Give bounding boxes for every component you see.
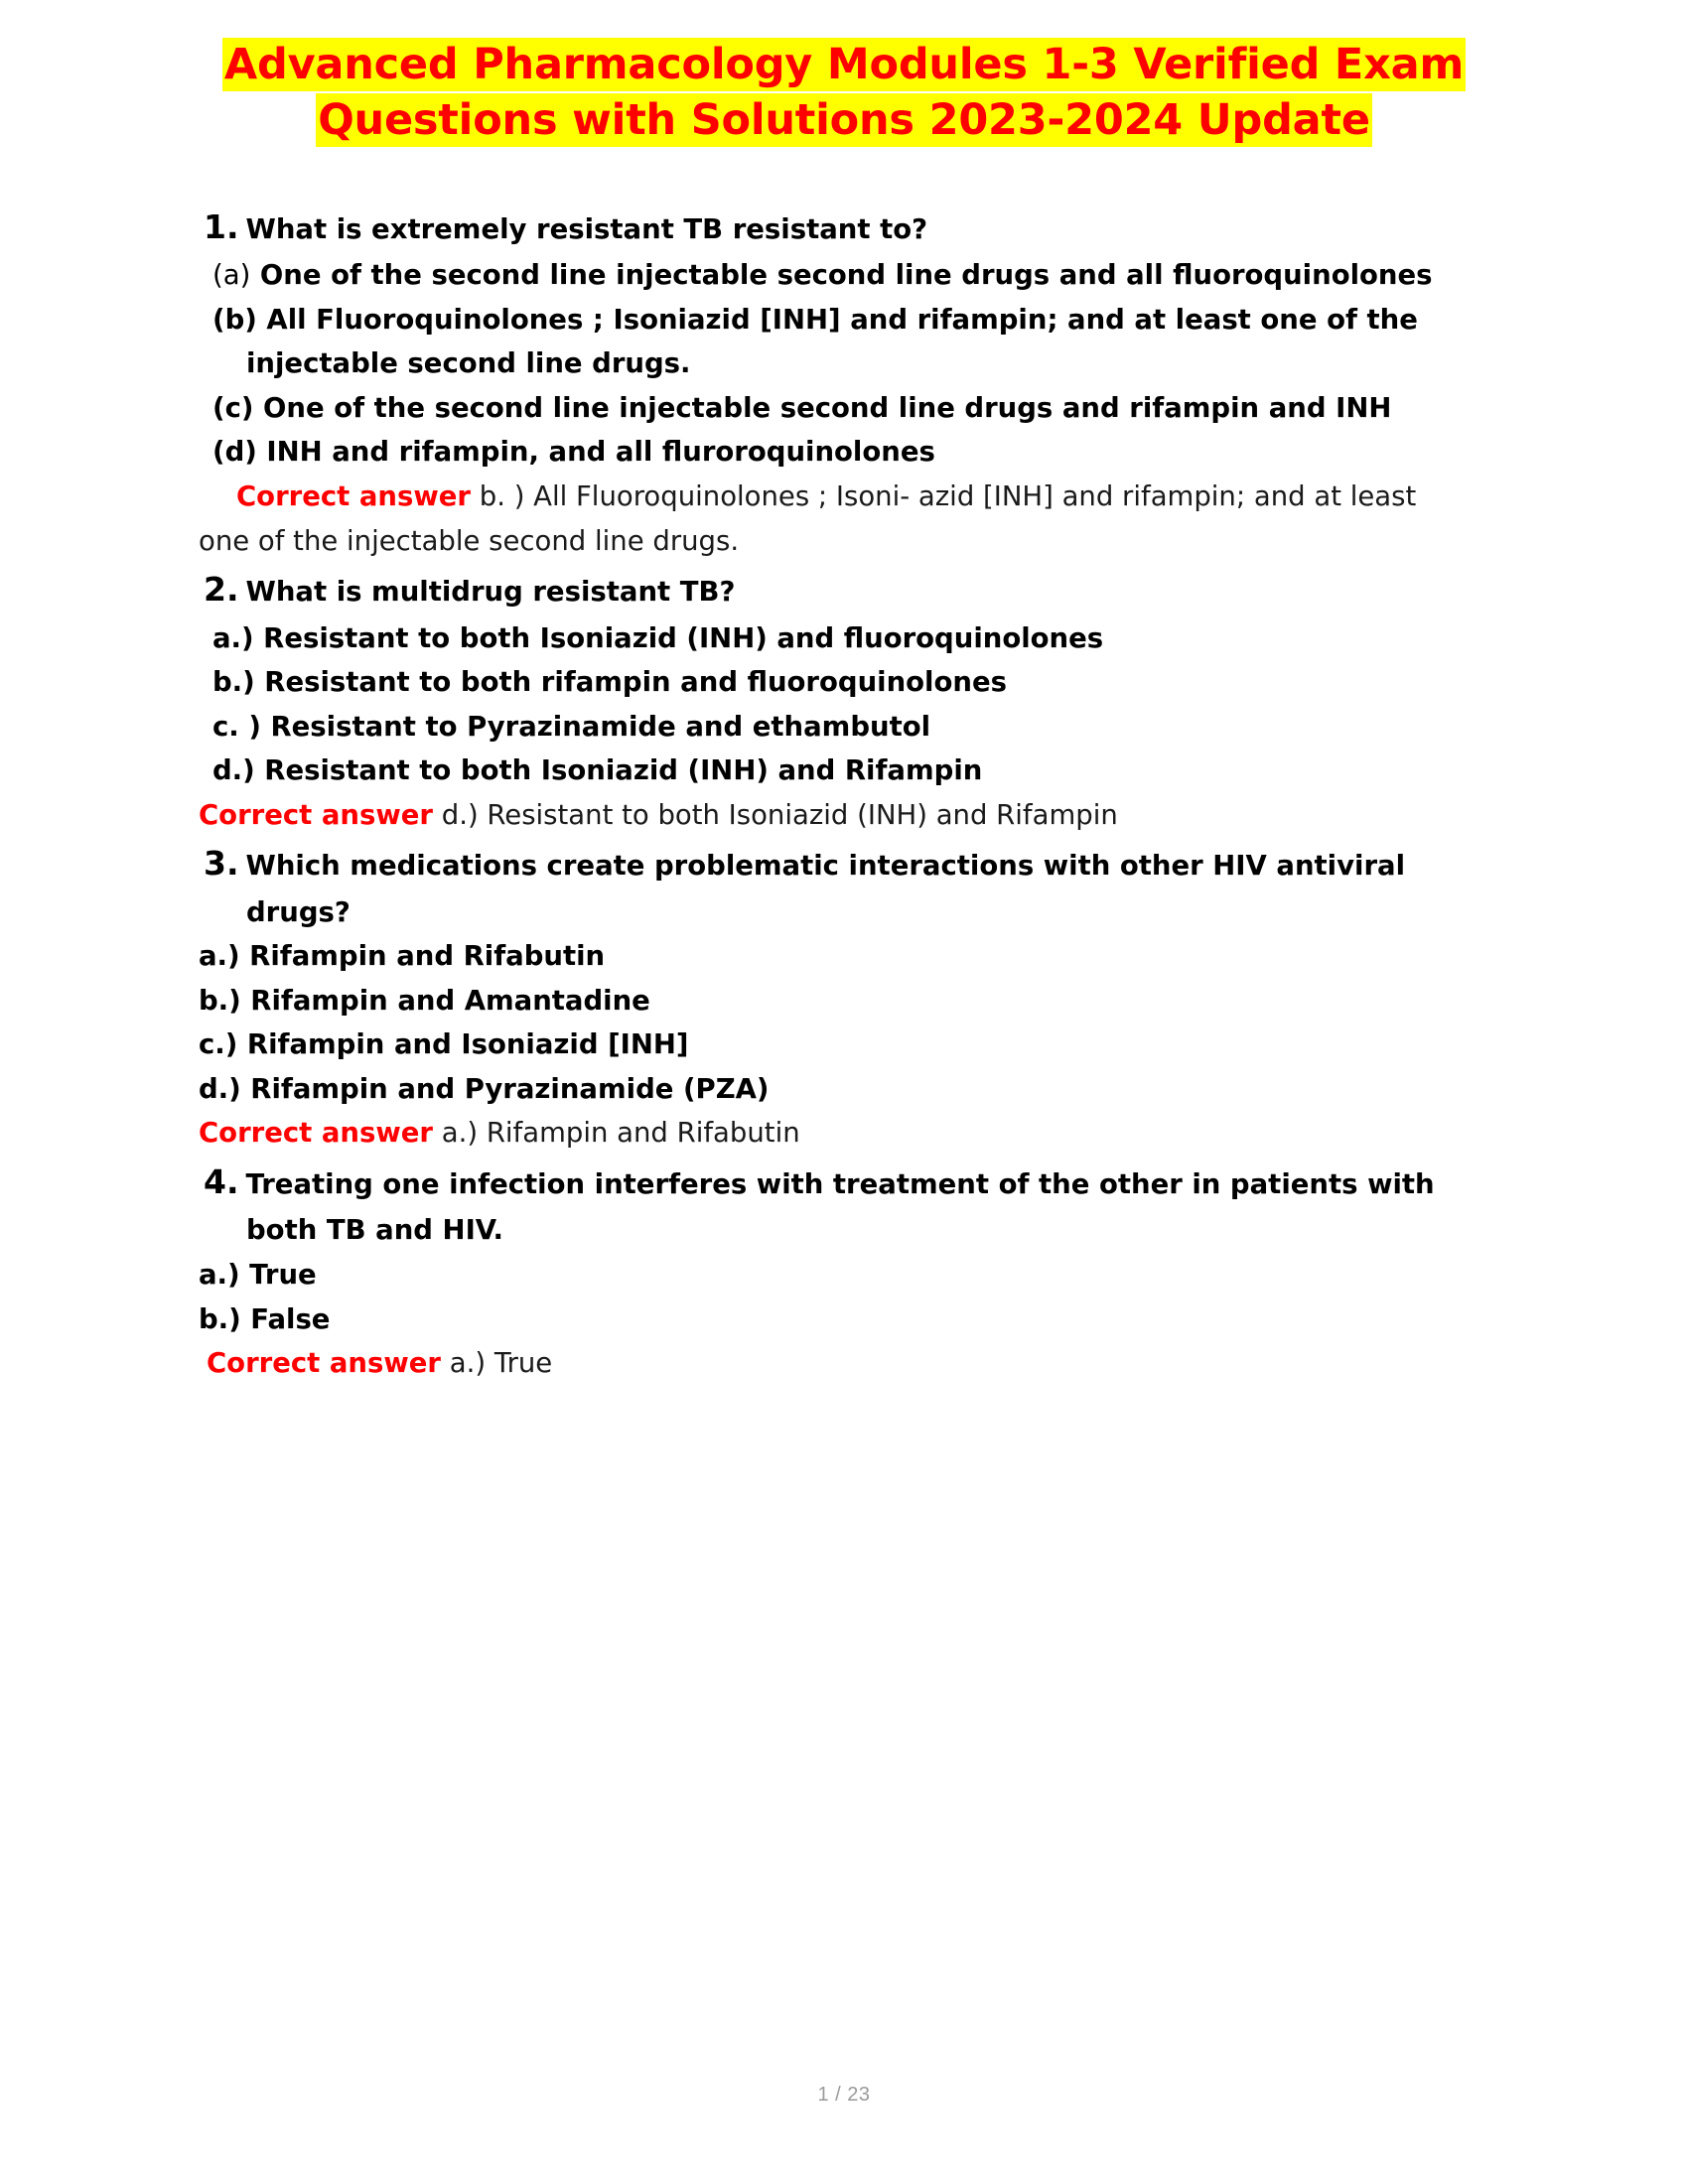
- question-2-option-d-label: d.): [212, 754, 255, 787]
- question-4-option-b-text: False: [250, 1302, 331, 1335]
- question-2-option-b-text: Resistant to both rifampin and fluoroquinolones: [264, 666, 1007, 699]
- page-title: [0, 0, 1688, 149]
- question-1-answer-label: Correct answer: [236, 479, 471, 512]
- question-2-option-b-label: b.): [212, 666, 255, 699]
- question-3-option-a-label: a.): [199, 940, 240, 973]
- question-1-number: 1.: [204, 206, 239, 246]
- question-2-option-d-text: Resistant to both Isoniazid (INH) and Rifampin: [264, 754, 983, 787]
- question-2-option-b[interactable]: [212, 660, 1514, 705]
- question-1-option-d-label: (d): [212, 436, 257, 469]
- question-1-option-a[interactable]: [212, 253, 1514, 298]
- question-4-answer-text: a.) True: [449, 1347, 553, 1380]
- question-2-answer-label: Correct answer: [199, 798, 433, 831]
- question-3-heading: [204, 837, 1514, 889]
- question-1-option-c[interactable]: [212, 386, 1514, 431]
- question-3-answer-label: Correct answer: [199, 1117, 433, 1150]
- question-4-option-a[interactable]: [199, 1253, 1514, 1297]
- question-block-2: [199, 563, 1514, 837]
- question-block-1: [199, 201, 1514, 563]
- question-1-option-d[interactable]: [212, 430, 1514, 475]
- question-2-option-c-label: c. ): [212, 710, 261, 743]
- question-1-answer: [236, 475, 1514, 519]
- title-line-2: Questions with Solutions 2023-2024 Update: [318, 94, 1370, 145]
- question-1-option-b-continuation: injectable second line drugs.: [246, 347, 691, 380]
- question-2-answer-text: d.) Resistant to both Isoniazid (INH) and Rifampin: [441, 798, 1118, 831]
- document-body: [0, 201, 1688, 1386]
- page-indicator: 1 / 23: [817, 2084, 871, 2106]
- question-4-heading: [204, 1156, 1514, 1208]
- question-3-heading-continuation: drugs?: [246, 895, 351, 928]
- question-4-option-a-text: True: [249, 1258, 317, 1291]
- question-1-option-b-label: (b): [212, 303, 257, 336]
- question-1-heading: [204, 201, 1514, 253]
- question-2-number: 2.: [204, 570, 239, 610]
- question-2-answer: [199, 793, 1514, 838]
- question-2-heading: [204, 563, 1514, 615]
- question-1-option-c-label: (c): [212, 391, 254, 424]
- question-3-option-b-text: Rifampin and Amantadine: [250, 984, 650, 1017]
- question-1-option-a-text: One of the second line injectable second line drugs and all fluoroquinolones: [259, 259, 1433, 292]
- question-1-option-b-text: All Fluoroquinolones ; Isoniazid [INH] and rifampin; and at least one of the: [266, 303, 1418, 336]
- question-4-option-a-label: a.): [199, 1258, 240, 1291]
- question-block-4: [199, 1156, 1514, 1386]
- question-1-option-d-text: INH and rifampin, and all fluroroquinolones: [266, 436, 935, 469]
- question-4-heading-continuation: both TB and HIV.: [246, 1214, 503, 1247]
- question-4-option-b-label: b.): [199, 1302, 241, 1335]
- question-3-option-a-text: Rifampin and Rifabutin: [249, 940, 606, 973]
- question-4-text: Treating one infection interferes with treatment of the other in patients with: [245, 1167, 1435, 1200]
- question-1-option-c-text: One of the second line injectable second line drugs and rifampin and INH: [263, 391, 1392, 424]
- question-4-option-b[interactable]: [199, 1297, 1514, 1342]
- question-3-option-b-label: b.): [199, 984, 241, 1017]
- question-3-option-d-label: d.): [199, 1072, 241, 1105]
- page-footer: [0, 2084, 1688, 2107]
- question-2-option-c[interactable]: [212, 705, 1514, 750]
- question-3-answer-text: a.) Rifampin and Rifabutin: [441, 1117, 800, 1150]
- question-block-3: [199, 837, 1514, 1156]
- question-3-number: 3.: [204, 844, 239, 884]
- question-3-option-d[interactable]: [199, 1067, 1514, 1112]
- question-3-answer: [199, 1111, 1514, 1156]
- question-2-option-a-label: a.): [212, 621, 254, 654]
- question-3-option-d-text: Rifampin and Pyrazinamide (PZA): [250, 1072, 770, 1105]
- question-3-option-a[interactable]: [199, 934, 1514, 979]
- question-3-option-b[interactable]: [199, 979, 1514, 1024]
- question-4-answer-label: Correct answer: [207, 1347, 441, 1380]
- question-3-option-c-label: c.): [199, 1028, 238, 1061]
- title-line-1: Advanced Pharmacology Modules 1-3 Verified Exam: [223, 40, 1465, 89]
- question-4-number: 4.: [204, 1161, 239, 1201]
- question-1-answer-continuation: one of the injectable second line drugs.: [199, 524, 740, 557]
- question-3-option-c[interactable]: [199, 1023, 1514, 1067]
- question-4-answer: [207, 1341, 1514, 1386]
- question-2-option-a[interactable]: [212, 616, 1514, 661]
- question-1-option-b[interactable]: [212, 298, 1514, 342]
- question-3-option-c-text: Rifampin and Isoniazid [INH]: [246, 1028, 689, 1061]
- question-1-text: What is extremely resistant TB resistant to?: [245, 212, 928, 245]
- question-1-option-a-label: (a): [212, 259, 251, 292]
- question-1-answer-text: b. ) All Fluoroquinolones ; Isoni- azid [INH] and rifampin; and at least: [479, 479, 1417, 512]
- question-3-text: Which medications create problematic interactions with other HIV antiviral: [245, 850, 1406, 883]
- question-2-option-c-text: Resistant to Pyrazinamide and ethambutol: [270, 710, 931, 743]
- question-2-text: What is multidrug resistant TB?: [245, 576, 736, 609]
- question-2-option-a-text: Resistant to both Isoniazid (INH) and fluoroquinolones: [263, 621, 1104, 654]
- question-2-option-d[interactable]: [212, 749, 1514, 793]
